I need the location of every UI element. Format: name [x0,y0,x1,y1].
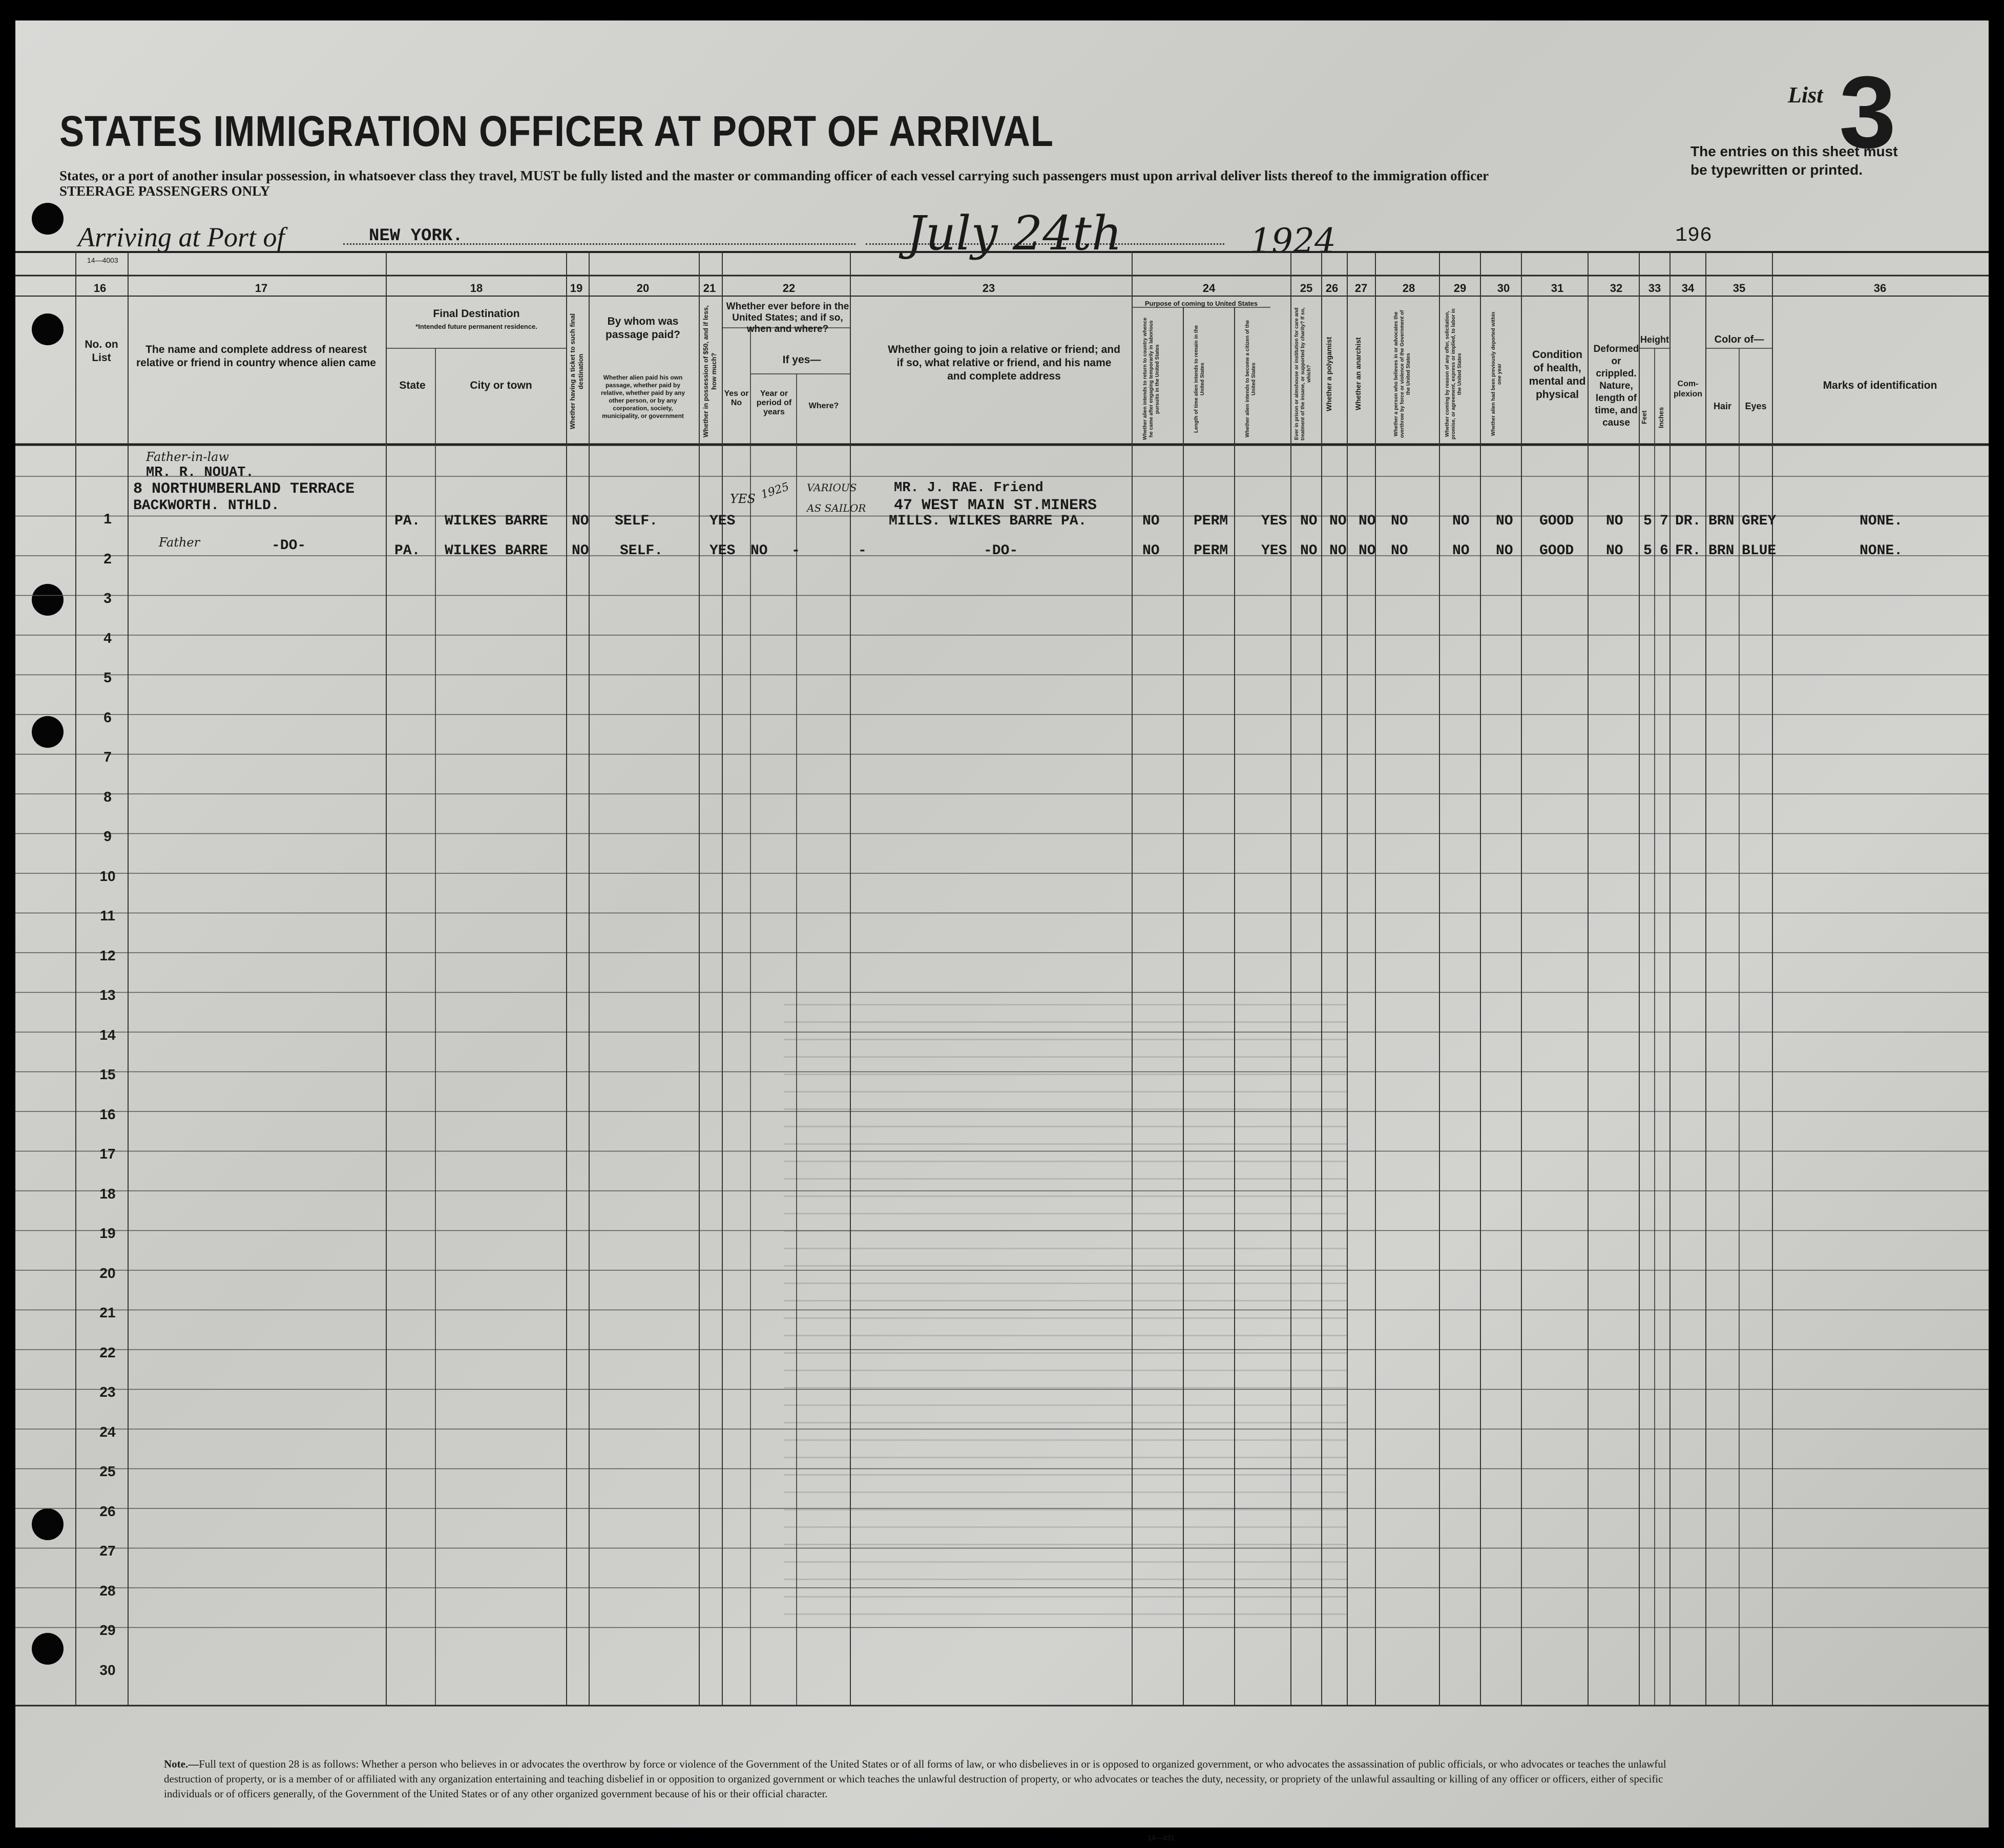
row2-health: GOOD [1539,543,1574,559]
header-where: Where? [808,402,839,410]
column-number: 25 [1300,282,1313,295]
row2-return: NO [1142,543,1160,559]
row-number: 17 [99,1146,116,1162]
row2-hair: BRN [1708,543,1735,559]
row2-anarchist: NO [1359,543,1376,559]
row-number: 2 [103,550,112,566]
row1-ticket: NO [572,513,589,529]
header-contract: Whether coming by reason of any offer, solicitation, promise, or agreement, express or implied, to labor in the United States [1445,308,1463,439]
column-number: 23 [982,282,995,295]
row1-complexion: DR. [1675,513,1701,529]
column-number: 17 [255,282,268,295]
column-number: 21 [703,282,716,295]
row1-relative-town: BACKWORTH. NTHLD. [133,498,280,514]
row1-joining-address: 47 WEST MAIN ST.MINERS [894,497,1097,514]
row1-money: YES [709,513,736,529]
row1-before-us: YES [730,492,756,506]
row-number: 12 [99,947,116,963]
row2-ticket: NO [572,543,589,559]
row1-state: PA. [394,513,421,529]
row-number: 11 [100,908,115,923]
column-number: 29 [1453,282,1467,295]
row1-health: GOOD [1539,513,1574,529]
header-ticket: Whether having a ticket to such final destination [569,313,584,430]
header-purpose: Purpose of coming to United States [1144,300,1258,307]
header-city: City or town [470,380,532,391]
row1-anarchist: NO [1359,513,1376,529]
column-number: 33 [1648,282,1661,295]
row-number: 18 [99,1185,116,1202]
header-deported: Whether alien had been previously deported within one year [1491,311,1502,436]
row1-deformed: NO [1606,513,1623,529]
row2-deported: NO [1496,543,1513,559]
row1-contract: NO [1452,513,1470,529]
row1-passage: SELF. [615,513,658,529]
header-final-destination-note: *Intended future permanent residence. [415,323,537,330]
row-number: 10 [99,868,116,884]
header-complexion: Com-plexion [1673,380,1702,398]
page-stamp: 196 [1675,224,1713,247]
row1-relative-name: MR. R. NOUAT. [146,465,254,480]
row2-joining: -DO- [984,543,1018,559]
year-handwritten: 24 [1292,221,1336,261]
footnote [164,1757,1701,1801]
row2-inches: 6 [1660,543,1668,559]
column-number: 20 [636,282,650,295]
row-number: 16 [99,1106,116,1122]
row2-money: YES [709,543,736,559]
row-number: 29 [99,1622,116,1638]
row2-before-us: NO [750,543,768,559]
header-money: Whether in possession of $50, and if less, how much? [702,305,718,437]
row1-before-year: 1925 [759,480,791,502]
row2-overthrow: NO [1391,543,1408,559]
row2-passage: SELF. [620,543,663,559]
column-number: 31 [1551,282,1564,295]
list-number: 3 [1839,55,1896,170]
header-passage-paid: By whom was passage paid? [606,316,680,341]
row2-eyes: BLUE [1742,543,1777,559]
header-prison: Ever in prison or almshouse or institution for care and treatment of the insane, or supported by charity? If so, which? [1294,307,1312,440]
row-number: 4 [103,629,112,646]
row2-contract: NO [1452,543,1470,559]
footnote-label: Note.— [164,1758,199,1770]
column-number: 36 [1873,282,1887,295]
header-polygamist: Whether a polygamist [1325,337,1333,411]
header-state: State [399,380,426,391]
row1-relative-address: 8 NORTHUMBERLAND TERRACE [133,480,355,498]
row1-overthrow: NO [1391,513,1408,529]
row1-city: WILKES BARRE [445,513,548,529]
header-inches: Inches [1657,407,1665,428]
row1-return: NO [1142,513,1160,529]
column-number: 26 [1325,282,1339,295]
header-overthrow: Whether a person who believes in or advocates the overthrow by force or violence of the Government of the United States [1393,310,1411,438]
row1-marks: NONE. [1860,513,1903,529]
row2-before-where: - [858,543,867,559]
row1-joining-name: MR. J. RAE. Friend [894,480,1043,496]
header-joining: Whether going to join a relative or friend; and if so, what relative or friend, and his name and complete address [888,344,1120,382]
row1-eyes: GREY [1742,513,1777,529]
row2-state: PA. [394,543,421,559]
arriving-label: Arriving at Port of [78,222,285,253]
row1-length: PERM [1194,513,1228,529]
row-number: 15 [99,1066,116,1082]
entries-note-line: The entries on this sheet must [1690,143,1898,159]
row2-relative-type: Father [159,535,200,550]
row2-complexion: FR. [1675,543,1701,559]
row2-deformed: NO [1606,543,1623,559]
row-number: 14 [99,1026,116,1043]
row-number: 28 [99,1582,116,1599]
header-yes-no: Yes or No [724,389,749,407]
port-value: NEW YORK. [369,226,463,246]
header-before-us: Whether ever before in the United States; and if so, when and where? [726,301,849,334]
row2-before-year: - [791,543,800,559]
row1-before-where-2: AS SAILOR [807,502,866,514]
row1-deported: NO [1496,513,1513,529]
year-prefix: 19 [1250,221,1293,261]
row2-feet: 5 [1643,543,1652,559]
manifest-sheet [15,20,1989,1842]
row-number: 8 [103,788,112,805]
form-code: 14—4003 [87,256,118,264]
column-number: 32 [1610,282,1623,295]
column-number: 34 [1681,282,1695,295]
column-number: 22 [782,282,796,295]
row1-polygamist: NO [1329,513,1347,529]
header-feet: Feet [1640,410,1648,425]
row1-citizen: YES [1261,513,1287,529]
row-number: 30 [99,1662,116,1678]
column-number: 19 [570,282,583,295]
row1-before-where: VARIOUS [807,481,857,494]
header-no-on-list: No. on List [85,339,118,364]
header-final-destination: Final Destination [433,308,520,320]
header-year-period: Year or period of years [756,389,792,416]
list-label: List [1788,82,1823,108]
header-eyes: Eyes [1745,401,1767,411]
row-number: 26 [99,1503,116,1519]
column-number: 35 [1732,282,1746,295]
row1-joining-town: MILLS. WILKES BARRE PA. [889,513,1087,529]
header-passage-note: Whether alien paid his own passage, whether paid by relative, whether paid by any other person, or by any corporation, society, municipality, or government [600,374,685,419]
header-marks: Marks of identification [1823,380,1937,391]
header-condition: Condition of health, mental and physical [1529,349,1586,401]
row-number: 9 [103,828,112,844]
row-number: 25 [99,1463,116,1479]
header-subline-steerage: STEERAGE PASSENGERS ONLY [59,183,270,199]
row2-citizen: YES [1261,543,1287,559]
row-number: 21 [99,1305,116,1320]
header-deformed: Deformed or crippled. Nature, length of time, and cause [1593,344,1639,428]
header-height: Height [1640,334,1669,345]
row2-polygamist: NO [1329,543,1347,559]
row1-relative-type: Father-in-law [146,450,229,464]
header-purpose-citizen: Whether alien intends to become a citizen of the United States [1245,320,1257,438]
row-number: 7 [103,749,112,765]
header-if-yes: If yes— [782,354,821,366]
header-subline: States, or a port of another insular possession, in whatsoever class they travel, MUST be fully listed and the master or commanding officer of each vessel carrying such passengers must upon arrival deliver lists thereof to the immigration officer [59,168,1489,183]
footnote-text: Full text of question 28 is as follows: Whether a person who believes in or advocates the overthrow by force or violence of the Government of the United States or of all forms of law, or who disbelieves in or is opposed to organized government, or who advocates the assassination of public officials, or who advocates or teaches the unlawful destruction of property, or is a member of or affiliated with any organization entertaining and teaching disbelief in or opposition to organized government or which teaches the unlawful destruction of property, or who advocates or teaches the duty, necessity, or propriety of the unlawful assaulting or killing of any officer or officers, either of specific individuals or of officers generally, of the Government of the United States or of any other organized government because of his or their official character. [164,1758,1666,1800]
row-number: 20 [99,1265,116,1281]
header-purpose-length: Length of time alien intends to remain in the United States [1194,325,1205,433]
row1-prison: NO [1300,513,1318,529]
header-hair: Hair [1713,401,1731,411]
row2-city: WILKES BARRE [445,543,548,559]
column-number: 18 [470,282,483,295]
row-number: 22 [99,1344,116,1360]
header-color-of: Color of— [1714,334,1764,345]
row1-inches: 7 [1660,513,1668,529]
arrival-date: July 24th [907,206,1122,261]
column-number: 27 [1354,282,1368,295]
row2-marks: NONE. [1860,543,1903,559]
column-number: 16 [93,282,107,295]
row-number: 1 [103,511,112,527]
row2-relative-ditto: -DO- [272,538,306,554]
row-number: 13 [99,987,116,1003]
row-number: 6 [103,709,112,725]
row2-length: PERM [1194,543,1228,559]
row-number: 24 [99,1423,116,1440]
row-number: 5 [103,669,112,685]
row-number: 19 [99,1225,116,1241]
header-anarchist: Whether an anarchist [1354,337,1362,411]
row1-hair: BRN [1708,513,1735,529]
row-number: 23 [99,1384,116,1400]
footnote-form-code: 14—431 [1147,1834,1175,1842]
row1-feet: 5 [1643,513,1652,529]
header-purpose-return: Whether alien intends to return to country whence he came after engaging temporarily in laborious pursuits in the United States [1142,318,1160,440]
column-number: 28 [1402,282,1415,295]
column-number: 30 [1497,282,1510,295]
row-number: 27 [99,1543,116,1559]
row-number: 3 [103,590,112,606]
entries-note-line: be typewritten or printed. [1690,162,1863,178]
header-nearest-relative: The name and complete address of nearest relative or friend in country whence alien came [136,344,376,369]
column-number: 24 [1202,282,1216,295]
row2-prison: NO [1300,543,1318,559]
page-title: STATES IMMIGRATION OFFICER AT PORT OF ARRIVAL [59,107,1054,155]
